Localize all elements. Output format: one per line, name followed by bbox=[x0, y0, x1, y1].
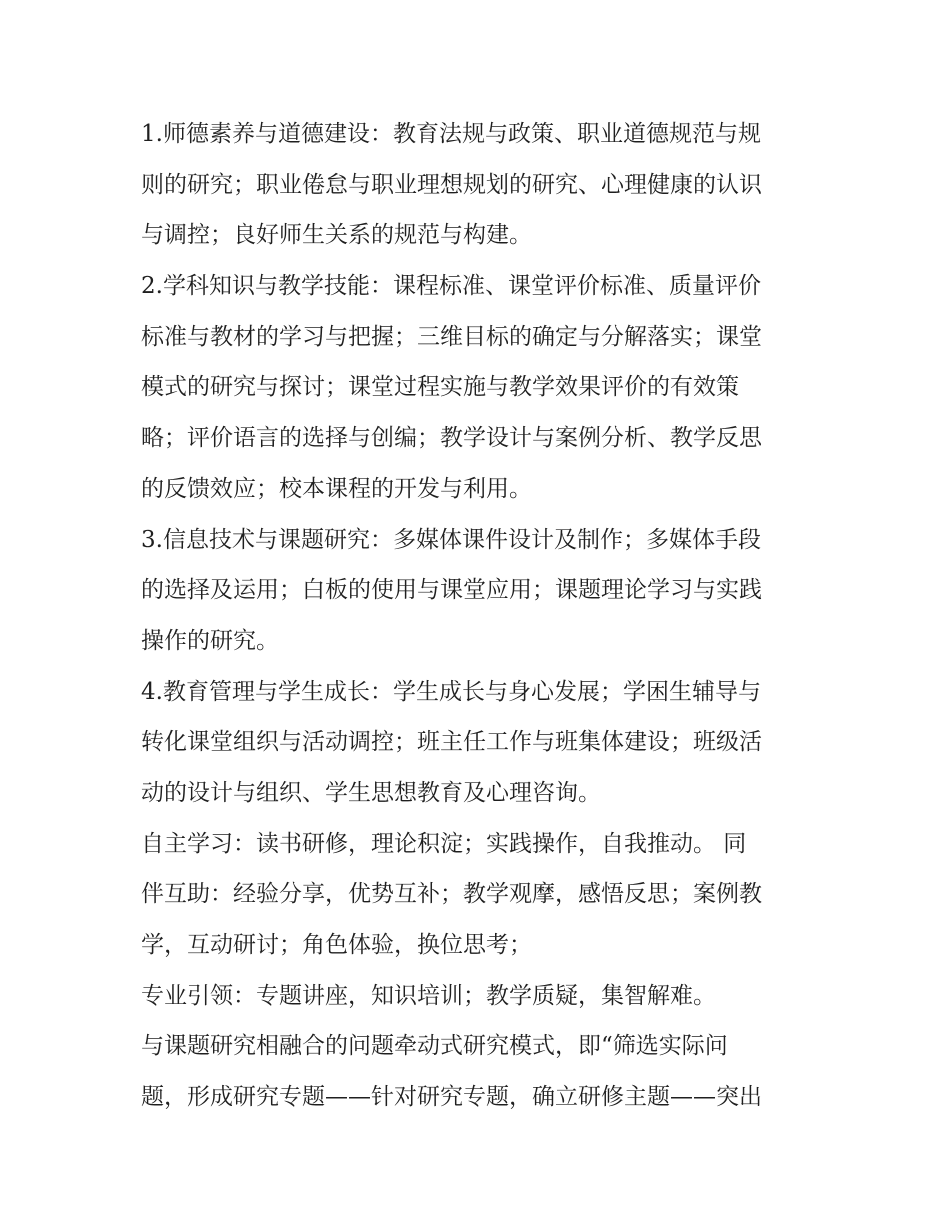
text-line: 的选择及运用；白板的使用与课堂应用；课题理论学习与实践 bbox=[141, 577, 762, 604]
document-body bbox=[141, 109, 813, 1123]
text-line: 动的设计与组织、学生思想教育及心理咨询。 bbox=[141, 779, 601, 806]
text-line: 与课题研究相融合的问题牵动式研究模式，即“筛选实际问 bbox=[141, 1033, 728, 1060]
text-line: 4.教育管理与学生成长：学生成长与身心发展；学困生辅导与 bbox=[141, 678, 761, 705]
text-line: 模式的研究与探讨；课堂过程实施与教学效果评价的有效策 bbox=[141, 374, 739, 401]
text-line: 自主学习：读书研修，理论积淀；实践操作，自我推动。 同 bbox=[141, 830, 747, 857]
text-line: 2.学科知识与教学技能：课程标准、课堂评价标准、质量评价 bbox=[141, 273, 761, 300]
text-line: 专业引领：专题讲座，知识培训；教学质疑，集智解难。 bbox=[141, 982, 716, 1009]
text-line: 题，形成研究专题——针对研究专题，确立研修主题——突出 bbox=[141, 1084, 762, 1111]
text-line: 伴互助：经验分享，优势互补；教学观摩，感悟反思；案例教 bbox=[141, 881, 762, 908]
text-line: 1.师德素养与道德建设：教育法规与政策、职业道德规范与规 bbox=[141, 121, 761, 147]
text-line: 操作的研究。 bbox=[141, 627, 279, 654]
text-line: 的反馈效应；校本课程的开发与利用。 bbox=[141, 475, 532, 502]
text-line: 学，互动研讨；角色体验，换位思考； bbox=[141, 932, 532, 958]
text-line: 略；评价语言的选择与创编；教学设计与案例分析、教学反思 bbox=[141, 425, 762, 452]
text-line: 与调控；良好师生关系的规范与构建。 bbox=[141, 222, 532, 249]
text-line: 3.信息技术与课题研究：多媒体课件设计及制作；多媒体手段 bbox=[141, 526, 761, 553]
text-line: 转化课堂组织与活动调控；班主任工作与班集体建设；班级活 bbox=[141, 729, 762, 756]
text-line: 标准与教材的学习与把握；三维目标的确定与分解落实；课堂 bbox=[141, 323, 762, 350]
text-line: 则的研究；职业倦怠与职业理想规划的研究、心理健康的认识 bbox=[141, 171, 762, 198]
